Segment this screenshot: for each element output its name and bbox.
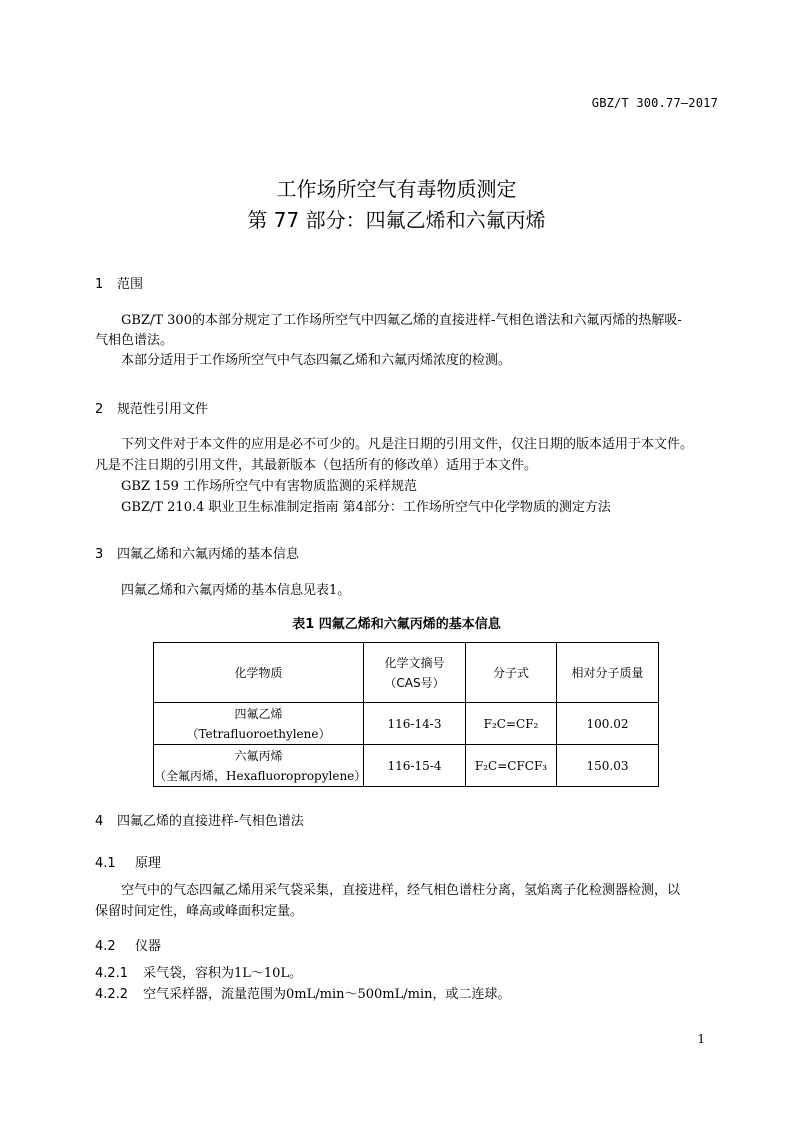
- cell-cas: 116-15-4: [364, 745, 466, 787]
- subsection-number: 4.2: [95, 939, 116, 954]
- paragraph-line: 空气中的气态四氟乙烯用采气袋采集，直接进样，经气相色谱柱分离，氢焰离子化检测器检测，以: [121, 883, 681, 898]
- section-title: 规范性引用文件: [117, 402, 209, 417]
- section-2-heading: [95, 398, 208, 417]
- paragraph-line: 凡是不注日期的引用文件，其最新版本（包括所有的修改单）适用于本文件。: [95, 458, 538, 473]
- section-title: 四氟乙烯和六氟丙烯的基本信息: [117, 547, 300, 562]
- column-header-formula: 分子式: [466, 643, 557, 703]
- list-item-number: 4.2.2: [95, 987, 129, 1002]
- list-item-number: 4.2.1: [95, 966, 129, 981]
- cell-cas: 116-14-3: [364, 703, 466, 745]
- paragraph-line: 下列文件对于本文件的应用是必不可少的。凡是注日期的引用文件，仅注日期的版本适用于本文件。: [121, 437, 694, 452]
- section-number: 1: [95, 277, 104, 292]
- table-row: [154, 703, 659, 745]
- reference-item: GBZ/T 210.4 职业卫生标准制定指南 第4部分：工作场所空气中化学物质的测定方法: [121, 500, 611, 515]
- section-title: 四氟乙烯的直接进样-气相色谱法: [117, 814, 304, 829]
- table-caption: 表1 四氟乙烯和六氟丙烯的基本信息: [292, 617, 501, 632]
- column-header-substance: 化学物质: [154, 643, 364, 703]
- subsection-title: 原理: [135, 856, 162, 871]
- standard-number: GBZ/T 300.77—2017: [591, 96, 718, 110]
- cell-mass: 150.03: [557, 745, 659, 787]
- list-item-text: 采气袋，容积为1L～10L。: [143, 966, 303, 981]
- table-row: [154, 745, 659, 787]
- cell-formula: F₂C=CF₂: [466, 703, 557, 745]
- section-number: 3: [95, 547, 104, 562]
- subsection-4-2-heading: [95, 935, 161, 954]
- subsection-title: 仪器: [135, 939, 162, 954]
- list-item-text: 空气采样器，流量范围为0mL/min～500mL/min，或二连球。: [143, 987, 511, 1002]
- column-header-cas-line1: 化学文摘号: [384, 655, 445, 670]
- section-1-heading: [95, 273, 143, 292]
- paragraph-line: 四氟乙烯和六氟丙烯的基本信息见表1。: [121, 583, 351, 598]
- list-item: [95, 985, 510, 1005]
- section-title: 范围: [117, 277, 144, 292]
- substance-name: 四氟乙烯: [234, 706, 283, 721]
- substance-info-table: [153, 642, 659, 787]
- section-number: 2: [95, 402, 104, 417]
- column-header-cas: [364, 643, 466, 703]
- section-number: 4: [95, 814, 104, 829]
- subsection-4-1-heading: [95, 852, 161, 871]
- paragraph-line: GBZ/T 300的本部分规定了工作场所空气中四氟乙烯的直接进样-气相色谱法和六氟丙烯的热解吸-: [121, 313, 682, 328]
- list-item: [95, 964, 302, 984]
- document-title-line1: 工作场所空气有毒物质测定: [276, 177, 517, 201]
- cell-mass: 100.02: [557, 703, 659, 745]
- cell-formula: F₂C=CFCF₃: [466, 745, 557, 787]
- cell-substance: [154, 745, 367, 787]
- cell-substance: [154, 703, 364, 745]
- column-header-cas-line2: （CAS号）: [384, 675, 445, 690]
- paragraph-line: 本部分适用于工作场所空气中气态四氟乙烯和六氟丙烯浓度的检测。: [121, 353, 512, 368]
- table-header-row: [154, 643, 659, 703]
- reference-item: GBZ 159 工作场所空气中有害物质监测的采样规范: [121, 479, 418, 494]
- page-number: 1: [697, 1032, 705, 1046]
- section-4-heading: [95, 810, 304, 829]
- subsection-number: 4.1: [95, 856, 116, 871]
- paragraph-line: 保留时间定性，峰高或峰面积定量。: [95, 904, 304, 919]
- substance-english-name: （Tetrafluoroethylene）: [186, 726, 331, 741]
- document-title-line2: 第 77 部分：四氟乙烯和六氟丙烯: [247, 208, 546, 232]
- column-header-mass: 相对分子质量: [557, 643, 659, 703]
- paragraph-line: 气相色谱法。: [95, 333, 174, 348]
- substance-english-name: （全氟丙烯，Hexafluoropropylene）: [154, 768, 367, 783]
- section-3-heading: [95, 543, 299, 562]
- substance-name: 六氟丙烯: [234, 748, 283, 763]
